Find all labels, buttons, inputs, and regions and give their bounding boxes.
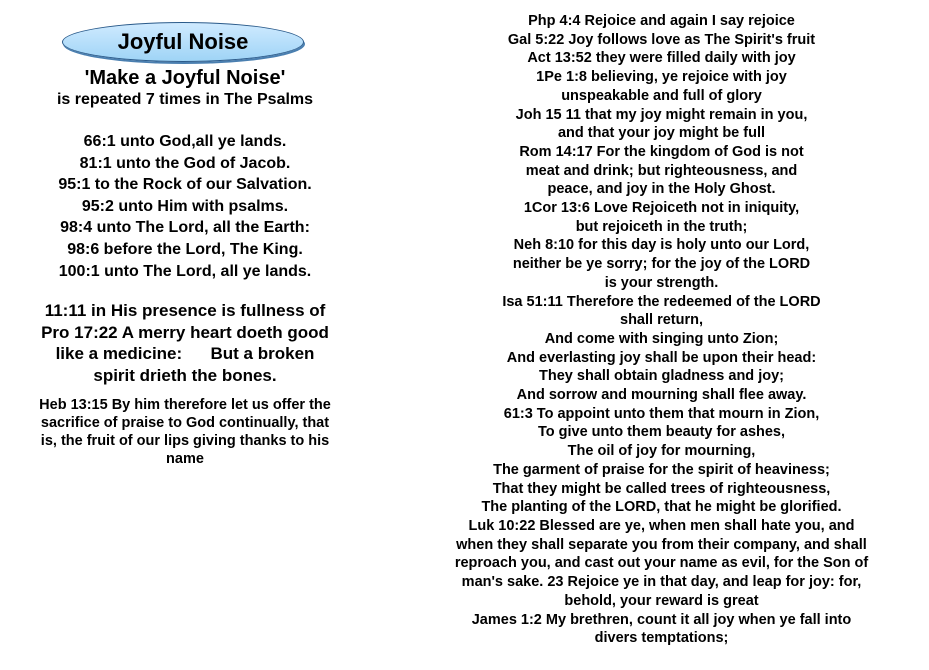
verse-line: is your strength.: [604, 274, 719, 291]
verse-line: The oil of joy for mourning,: [567, 443, 756, 460]
psalm-line: 100:1 unto The Lord, all ye lands.: [58, 262, 312, 280]
verse-line: Act 13:52 they were filled daily with joy: [527, 50, 796, 67]
verse-line: And come with singing unto Zion;: [544, 330, 779, 347]
psalm-line: 98:4 unto The Lord, all the Earth:: [60, 219, 310, 237]
verse-line: 1Cor 13:6 Love Rejoiceth not in iniquity,: [523, 200, 800, 217]
hebrews-line: Heb 13:15 By him therefore let us offer the: [39, 397, 331, 414]
verse-line: unspeakable and full of glory: [561, 87, 762, 104]
title-oval: [62, 22, 304, 62]
verse-line: and that your joy might be full: [557, 125, 766, 142]
proverb-line: like a medicine: But a broken: [55, 344, 315, 364]
psalm-line: 66:1 unto God,all ye lands.: [83, 133, 287, 150]
verse-line: reproach you, and cast out your name as evil, for the Son of: [454, 555, 869, 572]
verse-line: when they shall separate you from their company, and shall: [456, 536, 867, 553]
verse-line: neither be ye sorry; for the joy of the LORD: [512, 256, 811, 273]
verse-line: 1Pe 1:8 believing, ye rejoice with joy: [536, 69, 787, 86]
proverb-line: spirit drieth the bones.: [93, 365, 277, 385]
verse-line: Rom 14:17 For the kingdom of God is not: [519, 143, 804, 160]
proverbs-block: [0, 300, 370, 386]
verse-line: behold, your reward is great: [564, 592, 759, 609]
verse-line: And everlasting joy shall be upon their head:: [506, 349, 817, 366]
verse-line: but rejoiceth in the truth;: [575, 218, 748, 235]
hebrews-block: [5, 396, 365, 468]
verse-line: That they might be called trees of righteousness,: [492, 480, 831, 497]
left-column: [0, 66, 370, 468]
verse-line: James 1:2 My brethren, count it all joy when ye fall into: [471, 611, 852, 628]
verse-line: And sorrow and mourning shall flee away.: [516, 387, 807, 404]
proverb-line: 11:11 in His presence is fullness of: [44, 301, 326, 321]
subtitle-note: is repeated 7 times in The Psalms: [56, 91, 314, 108]
psalm-line: 81:1 unto the God of Jacob.: [79, 154, 291, 172]
verse-line: The planting of the LORD, that he might be glorified.: [481, 499, 842, 516]
verse-line: The garment of praise for the spirit of heaviness;: [493, 461, 830, 478]
proverb-line: Pro 17:22 A merry heart doeth good: [41, 322, 329, 342]
verse-line: Luk 10:22 Blessed are ye, when men shall hate you, and: [468, 517, 855, 534]
hebrews-line: sacrifice of praise to God continually, that: [40, 415, 330, 432]
psalm-line: 95:2 unto Him with psalms.: [81, 197, 289, 215]
hebrews-line: name: [166, 451, 204, 468]
verse-line: Gal 5:22 Joy follows love as The Spirit's fruit: [507, 31, 816, 48]
verse-line: Joh 15 11 that my joy might remain in you,: [515, 106, 808, 123]
verse-line: They shall obtain gladness and joy;: [539, 368, 784, 385]
verse-line: Isa 51:11 Therefore the redeemed of the LORD: [502, 293, 821, 310]
verse-line: peace, and joy in the Holy Ghost.: [547, 181, 776, 198]
verse-line: To give unto them beauty for ashes,: [537, 424, 786, 441]
psalm-line: 95:1 to the Rock of our Salvation.: [58, 176, 312, 194]
hebrews-line: is, the fruit of our lips giving thanks to his: [40, 433, 330, 450]
verse-line: Neh 8:10 for this day is holy unto our Lord,: [513, 237, 810, 254]
verse-line: divers temptations;: [594, 630, 729, 647]
right-column: [404, 12, 919, 648]
psalm-line: 98:6 before the Lord, The King.: [67, 240, 303, 258]
page-title: Joyful Noise: [117, 29, 249, 54]
verse-line: shall return,: [620, 312, 703, 329]
verse-line: 61:3 To appoint unto them that mourn in Zion,: [503, 405, 820, 422]
verse-line: meat and drink; but righteousness, and: [525, 162, 798, 179]
verse-line: Php 4:4 Rejoice and again I say rejoice: [528, 13, 795, 29]
psalm-list: [0, 131, 370, 282]
verse-line: man's sake. 23 Rejoice ye in that day, and leap for joy: for,: [461, 574, 862, 591]
subtitle: 'Make a Joyful Noise': [84, 67, 286, 89]
